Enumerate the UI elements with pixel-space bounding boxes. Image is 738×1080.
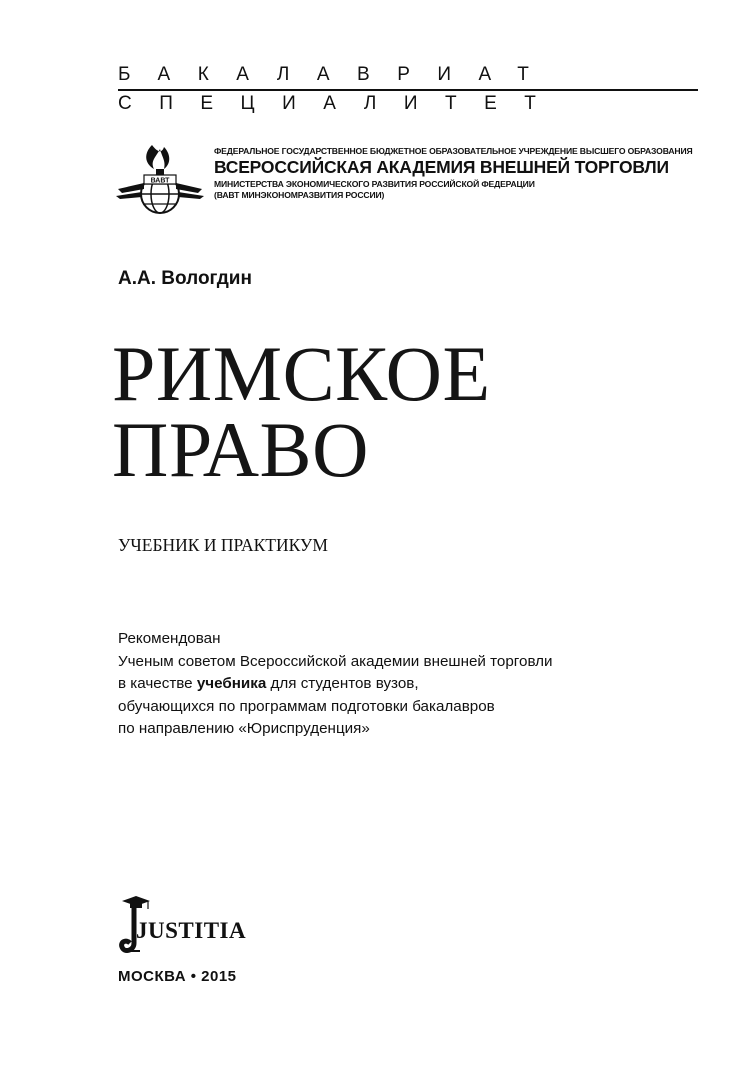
academy-line-abbrev: (ВАВТ МИНЭКОНОМРАЗВИТИЯ РОССИИ) xyxy=(214,190,385,200)
series-bachelor-text: БАКАЛАВРИАТ xyxy=(118,64,557,85)
academy-logo-text: ВАВТ xyxy=(150,177,170,185)
series-divider xyxy=(118,89,698,91)
recommendation-line2: Ученым советом Всероссийской академии внешней торговли xyxy=(118,652,553,670)
book-title xyxy=(112,330,491,493)
academy-name: ВСЕРОССИЙСКАЯ АКАДЕМИЯ ВНЕШНЕЙ ТОРГОВЛИ xyxy=(214,157,669,177)
publisher-name: JUSTITIA xyxy=(136,918,247,943)
recommendation-line1: Рекомендован xyxy=(118,630,221,647)
recommendation-line3 xyxy=(118,673,553,696)
academy-line-ministry: МИНИСТЕРСТВА ЭКОНОМИЧЕСКОГО РАЗВИТИЯ РОССИЙСКОЙ ФЕДЕРАЦИИ xyxy=(214,179,535,189)
book-subtitle: УЧЕБНИК И ПРАКТИКУМ xyxy=(118,535,328,555)
series-line-specialist xyxy=(118,93,698,115)
author-name: А.А. Вологдин xyxy=(118,268,252,289)
book-title-line2: ПРАВО xyxy=(112,406,369,493)
academy-logo-icon xyxy=(114,139,206,219)
series-line-bachelor xyxy=(118,64,698,86)
recommendation-line3-bold: учебника xyxy=(196,675,267,692)
recommendation-block xyxy=(118,628,553,741)
recommendation-line5: по направлению «Юриспруденция» xyxy=(118,720,370,737)
academy-line-federal: ФЕДЕРАЛЬНОЕ ГОСУДАРСТВЕННОЕ БЮДЖЕТНОЕ ОБРАЗОВАТЕЛЬНОЕ УЧРЕЖДЕНИЕ ВЫСШЕГО ОБРАЗОВАНИЯ xyxy=(214,146,693,156)
recommendation-line3-before: в качестве xyxy=(118,675,197,692)
academy-block xyxy=(214,146,704,201)
city-year: МОСКВА • 2015 xyxy=(118,968,237,985)
book-title-line1: РИМСКОЕ xyxy=(112,330,491,417)
series-specialist-text: СПЕЦИАЛИТЕТ xyxy=(118,93,564,114)
recommendation-line4: обучающихся по программам подготовки бакалавров xyxy=(118,697,495,715)
recommendation-line3-after: для студентов вузов, xyxy=(266,675,419,692)
